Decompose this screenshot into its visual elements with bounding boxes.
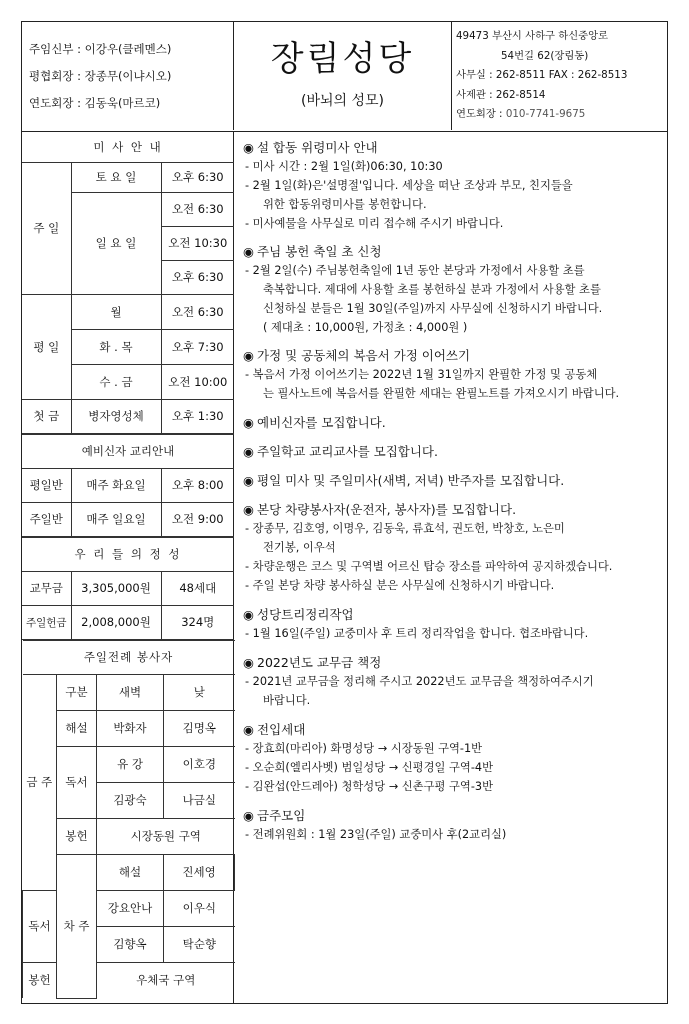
this-offering-label: 봉헌 xyxy=(57,818,97,854)
notice-item xyxy=(243,500,669,595)
notice-item xyxy=(243,605,669,643)
bullet-icon: ◉ xyxy=(243,722,254,737)
bullet-icon: ◉ xyxy=(243,348,254,363)
sick-communion-time: 오후 1:30 xyxy=(161,399,234,433)
church-patron: (바뇌의 성모) xyxy=(301,93,384,109)
notice-line: - 오순희(엘리사벳) 범일성당 → 신평경일 구역-4반 xyxy=(245,761,494,774)
notice-line: - 1월 16일(주일) 교중미사 후 트리 정리작업을 합니다. 협조바랍니다. xyxy=(245,627,589,640)
notice-item xyxy=(243,413,669,432)
bullet-icon: ◉ xyxy=(243,140,254,155)
mass-schedule-table xyxy=(22,132,234,434)
bullet-icon: ◉ xyxy=(243,502,254,517)
liturgy-servers-table xyxy=(22,640,235,999)
next-reading-dawn-1: 강요안나 xyxy=(97,890,164,926)
next-reading-label: 독서 xyxy=(23,890,57,962)
notice-title-text: 주님 봉헌 축일 초 신청 xyxy=(257,244,382,259)
next-reading-day-1: 이우식 xyxy=(164,890,235,926)
notice-line: - 복음서 가정 이어쓰기는 2022년 1월 31일까지 완필한 가정 및 공동체 xyxy=(245,368,598,381)
notice-item xyxy=(243,242,669,337)
notice-line: - 장효희(마리아) 화명성당 → 시장동원 구역-1반 xyxy=(245,742,483,755)
bullet-icon: ◉ xyxy=(243,655,254,670)
notice-title-text: 주일학교 교리교사를 모집합니다. xyxy=(257,444,438,459)
office-phone: 사무실 : 262-8511 FAX : 262-8513 xyxy=(456,69,628,81)
notice-title-text: 성당트리정리작업 xyxy=(257,607,354,622)
notice-title xyxy=(243,720,669,739)
collection-label: 주일헌금 xyxy=(22,605,71,639)
this-reading-dawn-1: 유 강 xyxy=(97,746,164,782)
notice-line: 전기봉, 이우석 xyxy=(263,541,336,554)
notice-title-text: 설 합동 위령미사 안내 xyxy=(257,140,378,155)
wed-fri-label: 수 . 금 xyxy=(71,364,161,399)
this-reading-day-1: 이호경 xyxy=(164,746,235,782)
sunday-class-day: 매주 일요일 xyxy=(71,502,161,536)
sick-communion-label: 병자영성체 xyxy=(71,399,161,433)
bullet-icon: ◉ xyxy=(243,808,254,823)
this-offering-group: 시장동원 구역 xyxy=(97,818,235,854)
next-offering-label: 봉헌 xyxy=(23,962,57,998)
notice-line: - 2월 2일(수) 주님봉헌축일에 1년 동안 본당과 가정에서 사용할 초를 xyxy=(245,264,585,277)
next-commentary-label: 해설 xyxy=(97,854,164,890)
servers-head-day: 낮 xyxy=(164,674,235,710)
weekday-label: 평 일 xyxy=(22,294,71,399)
left-column xyxy=(22,132,234,1003)
servers-title: 주일전례 봉사자 xyxy=(23,640,235,674)
address-line-1: 49473 부산시 사하구 하신중앙로 xyxy=(456,30,608,42)
dues-amount: 3,305,000원 xyxy=(71,571,161,605)
dues-label: 교무금 xyxy=(22,571,71,605)
catechumen-title: 예비신자 교리안내 xyxy=(22,434,234,468)
notice-line: - 미사예물을 사무실로 미리 접수해 주시기 바랍니다. xyxy=(245,217,504,230)
weekday-class-time: 오후 8:00 xyxy=(161,468,234,502)
collection-count: 324명 xyxy=(161,605,234,639)
sunday-time-2: 오전 10:30 xyxy=(161,226,234,260)
pastor-name: 주임신부 : 이강우(클레멘스) xyxy=(29,42,172,56)
notice-title-text: 예비신자를 모집합니다. xyxy=(257,415,386,430)
bullet-icon: ◉ xyxy=(243,444,254,459)
tue-thu-label: 화 . 목 xyxy=(71,329,161,364)
notice-line: - 주일 본당 차량 봉사하실 분은 사무실에 신청하시기 바랍니다. xyxy=(245,579,555,592)
next-week-label: 차 주 xyxy=(57,854,97,998)
rectory-phone: 사제관 : 262-8514 xyxy=(456,88,546,101)
notices-column xyxy=(235,132,669,1003)
yeondo-phone: 010-7741-9675 xyxy=(505,108,586,120)
bullet-icon: ◉ xyxy=(243,244,254,259)
notice-item xyxy=(243,346,669,403)
sunday-label: 주 일 xyxy=(22,162,71,294)
notice-line: - 차량운행은 코스 및 구역별 어르신 탑승 장소를 파악하여 공지하겠습니다. xyxy=(245,560,613,573)
catechumen-table xyxy=(22,434,234,537)
mass-schedule-title: 미 사 안 내 xyxy=(22,132,234,162)
sunday-class-label: 주일반 xyxy=(22,502,71,536)
wed-fri-time: 오전 10:00 xyxy=(161,364,234,399)
this-reading-dawn-2: 김광숙 xyxy=(97,782,164,818)
next-reading-dawn-2: 김향옥 xyxy=(97,926,164,962)
collection-amount: 2,008,000원 xyxy=(71,605,161,639)
servers-head-type: 구분 xyxy=(57,674,97,710)
yeondo-chair: 연도회장 : 김동욱(마르코) xyxy=(29,96,161,110)
monday-time: 오전 6:30 xyxy=(161,294,234,329)
notice-title-text: 본당 차량봉사자(운전자, 봉사자)를 모집합니다. xyxy=(257,502,517,517)
sunday-day-label: 일 요 일 xyxy=(71,192,161,294)
notice-item xyxy=(243,138,669,233)
notice-title-text: 금주모임 xyxy=(257,808,306,823)
notice-title-text: 가정 및 공동체의 복음서 가정 이어쓰기 xyxy=(257,348,471,363)
next-commentary-dawn: 진세영 xyxy=(164,854,235,890)
sunday-class-time: 오전 9:00 xyxy=(161,502,234,536)
notice-item xyxy=(243,471,669,490)
notice-item xyxy=(243,653,669,710)
church-name: 장림성당 xyxy=(270,39,415,79)
notice-line: - 2월 1일(화)은'설명절'입니다. 세상을 떠난 조상과 부모, 친지들을 xyxy=(245,179,573,192)
offering-table xyxy=(22,537,234,640)
notice-title-text: 평일 미사 및 주일미사(새벽, 저녁) 반주자를 모집합니다. xyxy=(257,473,565,488)
staff-info xyxy=(22,22,234,130)
notice-title xyxy=(243,653,669,672)
notice-line: - 2021년 교무금을 정리해 주시고 2022년도 교무금을 책정하여주시기 xyxy=(245,675,594,688)
notice-line: - 김완섭(안드레아) 청학성당 → 신촌구평 구역-3반 xyxy=(245,780,494,793)
church-title-box xyxy=(234,22,452,130)
weekday-class-day: 매주 화요일 xyxy=(71,468,161,502)
weekday-class-label: 평일반 xyxy=(22,468,71,502)
offering-title: 우 리 들 의 정 성 xyxy=(22,537,234,571)
yeondo-contact xyxy=(456,105,669,125)
bullet-icon: ◉ xyxy=(243,607,254,622)
notice-line: 바랍니다. xyxy=(263,694,311,707)
this-commentary-day: 김명옥 xyxy=(164,710,235,746)
notice-line: 신청하실 분들은 1월 30일(주일)까지 사무실에 신청하시기 바랍니다. xyxy=(263,302,603,315)
notice-line: ( 제대초 : 10,000원, 가정초 : 4,000원 ) xyxy=(263,321,468,334)
sunday-time-1: 오전 6:30 xyxy=(161,192,234,226)
saturday-label: 토 요 일 xyxy=(71,162,161,192)
bulletin-header xyxy=(22,22,667,132)
saturday-time: 오후 6:30 xyxy=(161,162,234,192)
notice-line: - 장종무, 김호영, 이명우, 김동욱, 류효석, 권도헌, 박창호, 노은미 xyxy=(245,522,565,535)
this-commentary-dawn: 박화자 xyxy=(97,710,164,746)
this-reading-label: 독서 xyxy=(57,746,97,818)
notice-item xyxy=(243,442,669,461)
notice-line: 축복합니다. 제대에 사용할 초를 봉헌하실 분과 가정에서 사용할 초를 xyxy=(263,283,601,296)
first-friday-label: 첫 금 xyxy=(22,399,71,433)
contact-info xyxy=(452,22,669,130)
notice-title xyxy=(243,442,669,461)
notice-title xyxy=(243,500,669,519)
council-chair: 평협회장 : 장종무(이냐시오) xyxy=(29,69,172,83)
servers-head-dawn: 새벽 xyxy=(97,674,164,710)
notice-title xyxy=(243,242,669,261)
notice-title-text: 2022년도 교무금 책정 xyxy=(257,655,382,670)
notice-title xyxy=(243,605,669,624)
notice-line: 위한 합동위령미사를 봉헌합니다. xyxy=(263,198,427,211)
bullet-icon: ◉ xyxy=(243,473,254,488)
notices-list xyxy=(243,138,669,844)
bulletin-frame xyxy=(21,21,668,1004)
notice-title xyxy=(243,413,669,432)
tue-thu-time: 오후 7:30 xyxy=(161,329,234,364)
notice-line: - 전례위원회 : 1월 23일(주일) 교중미사 후(2교리실) xyxy=(245,828,507,841)
monday-label: 월 xyxy=(71,294,161,329)
notice-title xyxy=(243,471,669,490)
next-offering-group: 우체국 구역 xyxy=(97,962,235,998)
notice-item xyxy=(243,806,669,844)
dues-count: 48세대 xyxy=(161,571,234,605)
this-commentary-label: 해설 xyxy=(57,710,97,746)
this-reading-day-2: 나금실 xyxy=(164,782,235,818)
notice-line: 는 필사노트에 복음서를 완필한 세대는 완필노트를 가져오시기 바랍니다. xyxy=(263,387,620,400)
notice-title-text: 전입세대 xyxy=(257,722,306,737)
sunday-time-3: 오후 6:30 xyxy=(161,260,234,294)
notice-line: - 미사 시간 : 2월 1일(화)06:30, 10:30 xyxy=(245,160,443,173)
address-line-2: 54번길 62(장림동) xyxy=(501,49,589,62)
bullet-icon: ◉ xyxy=(243,415,254,430)
notice-title xyxy=(243,346,669,365)
notice-title xyxy=(243,138,669,157)
notice-item xyxy=(243,720,669,796)
this-week-label: 금 주 xyxy=(23,674,57,890)
next-reading-day-2: 탁순향 xyxy=(164,926,235,962)
yeondo-label: 연도회장 : xyxy=(456,108,506,120)
notice-title xyxy=(243,806,669,825)
